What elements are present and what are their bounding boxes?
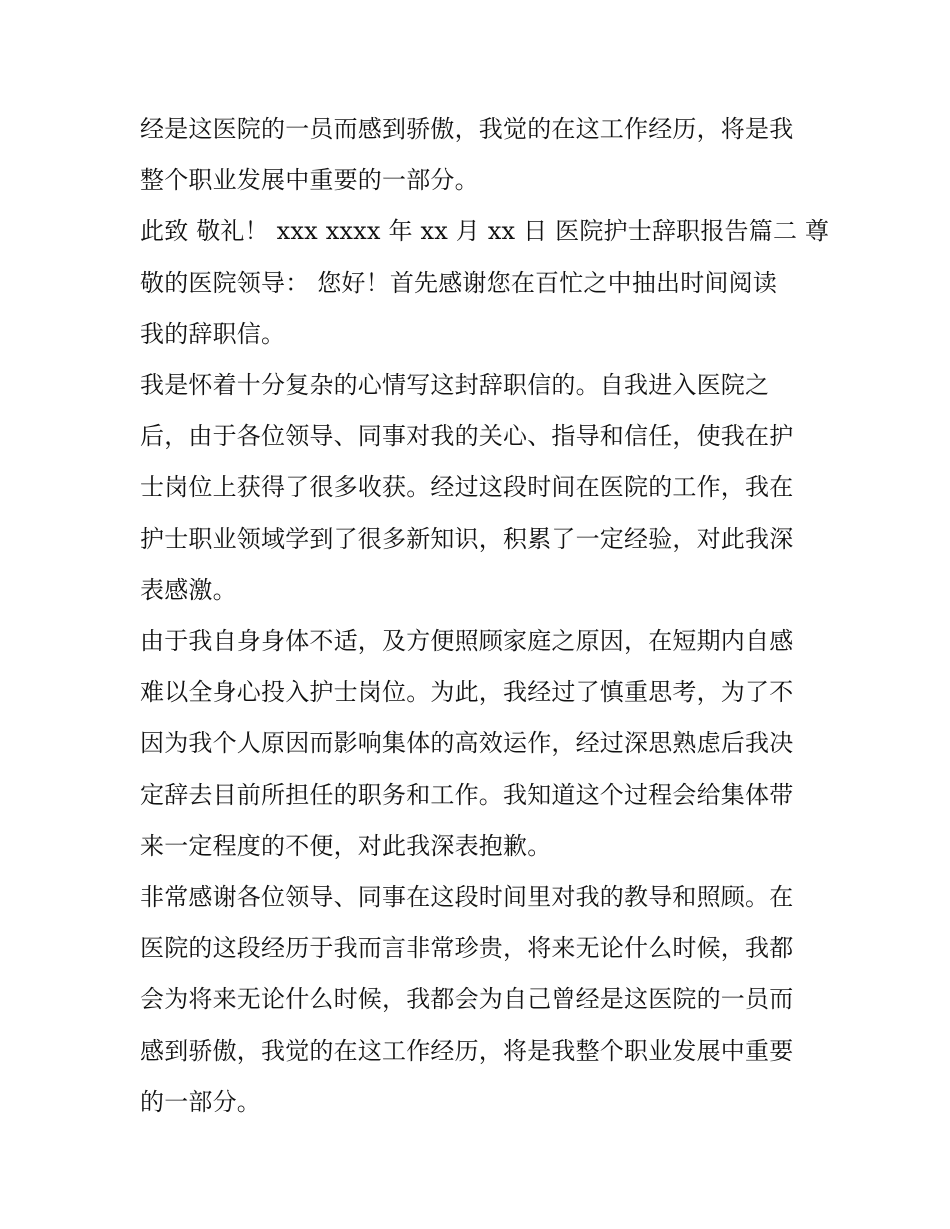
text-line: 我的辞职信。: [140, 319, 286, 348]
text-line: 非常感谢各位领导、同事在这段时间里对我的教导和照顾。在: [140, 883, 794, 912]
text-line: 此致 敬礼！ xxx xxxx 年 xx 月 xx 日 医院护士辞职报告篇二 尊: [140, 217, 830, 246]
text-line: 定辞去目前所担任的职务和工作。我知道这个过程会给集体带: [140, 780, 794, 809]
text-line: 的一部分。: [140, 1087, 261, 1116]
text-line: 会为将来无论什么时候，我都会为自己曾经是这医院的一员而: [140, 985, 794, 1014]
text-line: 整个职业发展中重要的一部分。: [140, 166, 479, 195]
text-line: 敬的医院领导： 您好！首先感谢您在百忙之中抽出时间阅读: [140, 268, 778, 297]
text-line: 由于我自身身体不适，及方便照顾家庭之原因，在短期内自感: [140, 627, 794, 656]
text-line: 士岗位上获得了很多收获。经过这段时间在医院的工作，我在: [140, 473, 794, 502]
text-line: 经是这医院的一员而感到骄傲，我觉的在这工作经历，将是我: [140, 115, 794, 143]
text-line: 后，由于各位领导、同事对我的关心、指导和信任，使我在护: [140, 422, 794, 451]
text-line: 表感激。: [140, 575, 237, 604]
text-line: 难以全身心投入护士岗位。为此，我经过了慎重思考，为了不: [140, 678, 794, 707]
text-line: 因为我个人原因而影响集体的高效运作，经过深思熟虑后我决: [140, 729, 794, 758]
text-line: 感到骄傲，我觉的在这工作经历，将是我整个职业发展中重要: [140, 1036, 794, 1065]
text-line: 医院的这段经历于我而言非常珍贵，将来无论什么时候，我都: [140, 934, 794, 963]
text-line: 来一定程度的不便，对此我深表抱歉。: [140, 831, 552, 860]
text-line: 我是怀着十分复杂的心情写这封辞职信的。自我进入医院之: [140, 371, 770, 400]
letter-body: [140, 104, 830, 1128]
text-line: 护士职业领域学到了很多新知识，积累了一定经验，对此我深: [140, 524, 794, 553]
